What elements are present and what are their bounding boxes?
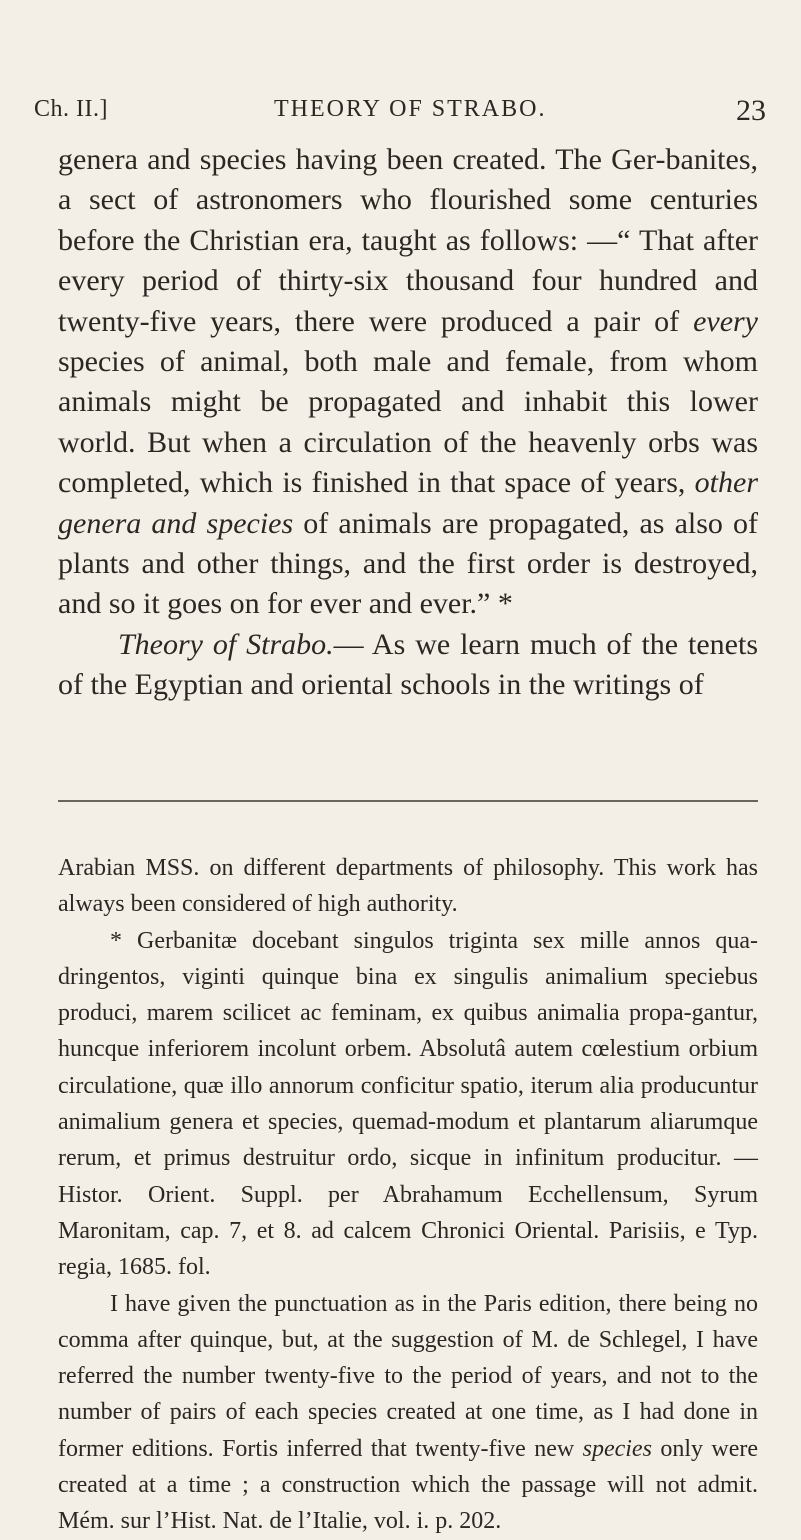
paragraph-theory-of-strabo [58, 625, 758, 706]
paragraph-text: — As we learn much of the tenets of the Egyptian and oriental schools in the writings of [58, 627, 758, 702]
footnote-continuation: Arabian MSS. on different departments of philosophy. This work has always been considered of high authority. [58, 855, 758, 918]
section-heading: Theory of Strabo. [118, 627, 334, 661]
running-header [34, 96, 766, 128]
chapter-label: Ch. II.] [34, 96, 108, 122]
page-number: 23 [736, 94, 766, 127]
emphasis-text: other genera and species [58, 466, 758, 540]
footnote-divider [58, 800, 758, 802]
paragraph-text: genera and species having been created. The Ger-banites, a sect of astronomers who flourished some centuries before the Christian era, taught as follows: —“ That after every period of thirty-six thousand four hundred and twenty-five years, there were produced a pair of [58, 143, 758, 338]
main-text [58, 140, 758, 706]
footnote-latin: * Gerbanitæ docebant singulos triginta sex mille annos qua-dringentos, viginti quinque bina ex singulis animalium speciebus produci, marem scilicet ac feminam, ex quibus animalia propa-gantur, huncque inferiorem incolunt orbem. Absolutâ autem cœlestium orbium circulatione, quæ illo annorum conficitur spatio, iterum alia producuntur animalium genera et species, quemad-modum et plantarum aliarumque rerum, et primus destruitur ordo, sicque in infinitum producitur. — Histor. Orient. Suppl. per Abrahamum Ecchellensum, Syrum Maronitam, cap. 7, et 8. ad calcem Chronici Oriental. Parisiis, e Typ. regia, 1685. fol. [58, 927, 758, 1281]
footnote-commentary [58, 1286, 758, 1540]
emphasis-text: species [582, 1435, 652, 1462]
running-title: THEORY OF STRABO. [274, 96, 547, 122]
paragraph-text: of animals are propagated, as also of plants and other things, and the first order is destroyed, and so it goes on for ever and ever.” * [58, 506, 759, 621]
footnote-text: only were created at a time ; a construction which the passage will not admit. Mém. sur l’Hist. Nat. de l’Italie, vol. i. p. 202. [58, 1435, 759, 1535]
emphasis-text: every [693, 304, 758, 338]
paragraph-gerbanites [58, 140, 758, 625]
paragraph-text: species of animal, both male and female, from whom animals might be propagated and inhabit this lower world. But when a circulation of the heavenly orbs was completed, which is finished in that space of years, [58, 345, 758, 500]
footnote-text: I have given the punctuation as in the Paris edition, there being no comma after quinque, but, at the suggestion of M. de Schlegel, I have referred the number twenty-five to the period of years, and not to the number of pairs of each species created at one time, as I had done in former editions. Fortis inferred that twenty-five new [58, 1290, 758, 1462]
footnotes [58, 850, 758, 1540]
